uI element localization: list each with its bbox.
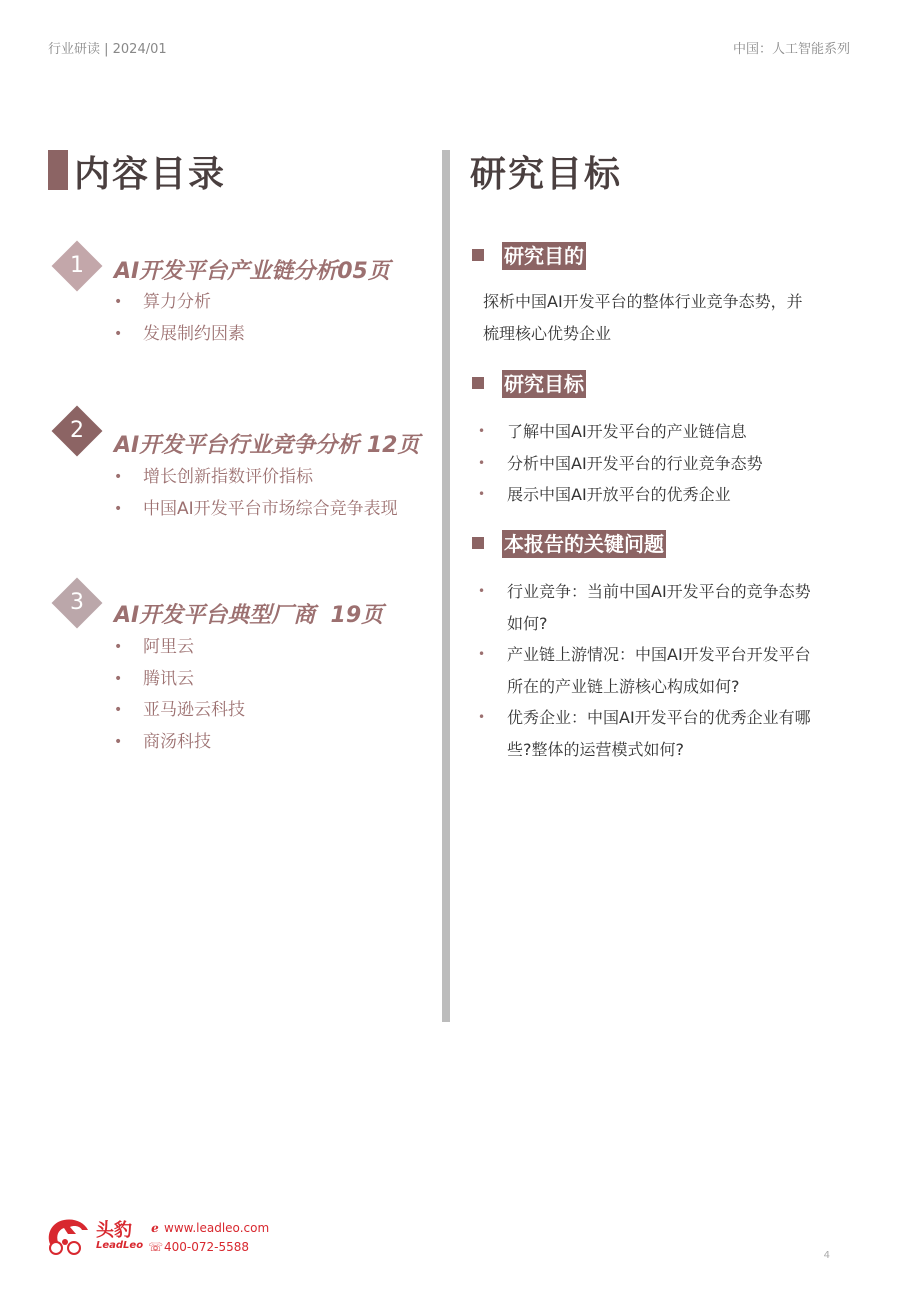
section-1-list (114, 287, 245, 350)
question-line: • 行业竞争：当前中国AI开发平台的竞争态势 (507, 582, 811, 601)
phone-row (148, 1240, 249, 1254)
questions-square-icon (472, 537, 484, 549)
question-line: 所在的产业链上游核心构成如何? (507, 676, 740, 696)
list-item (478, 702, 811, 765)
website-link[interactable]: www.leadleo.com (164, 1221, 270, 1235)
question-line: • 优秀企业：中国AI开发平台的优秀企业有哪 (507, 708, 811, 727)
section-2-title: AI开发平台行业竞争分析 12页 (114, 433, 420, 458)
questions-heading: 本报告的关键问题 (504, 532, 664, 556)
goals-title: 研究目标 (470, 154, 623, 195)
questions-list (478, 576, 811, 765)
section-3-title: AI开发平台典型厂商 19页 (114, 603, 384, 628)
list-item: • 商汤科技 (114, 727, 245, 759)
header-right: 中国：人工智能系列 (732, 42, 850, 57)
objectives-heading: 研究目标 (504, 372, 584, 396)
phone-number: 400-072-5588 (164, 1240, 250, 1254)
purpose-line: 探析中国AI开发平台的整体行业竞争态势，并 (483, 292, 803, 311)
purpose-text (483, 286, 803, 350)
objectives-square-icon (472, 377, 484, 389)
section-2-number: 2 (70, 418, 84, 443)
web-icon: ℯ (151, 1221, 159, 1235)
header-left: 行业研读 | 2024/01 (48, 42, 167, 57)
column-divider (442, 150, 450, 1022)
phone-icon: ☏ (148, 1240, 164, 1254)
list-item: • 亚马逊云科技 (114, 695, 245, 727)
question-line: 些?整体的运营模式如何? (507, 739, 684, 759)
purpose-heading: 研究目的 (504, 244, 584, 268)
section-3-list (114, 632, 245, 758)
list-item: • 了解中国AI开发平台的产业链信息 (478, 416, 763, 448)
website-row[interactable] (148, 1221, 269, 1235)
list-item: • 算力分析 (114, 287, 245, 319)
section-3-number: 3 (70, 590, 84, 615)
list-item: • 发展制约因素 (114, 319, 245, 351)
list-item: • 阿里云 (114, 632, 245, 664)
section-2-list (114, 462, 398, 525)
list-item: • 分析中国AI开发平台的行业竞争态势 (478, 448, 763, 480)
list-item: • 中国AI开发平台市场综合竞争表现 (114, 494, 398, 526)
question-line: 如何? (507, 613, 548, 633)
list-item (478, 576, 811, 639)
purpose-square-icon (472, 249, 484, 261)
toc-title-bar (48, 150, 68, 190)
section-1-title: AI开发平台产业链分析05页 (114, 259, 390, 284)
list-item: • 展示中国AI开放平台的优秀企业 (478, 479, 763, 511)
list-item: • 增长创新指数评价指标 (114, 462, 398, 494)
section-1-number: 1 (70, 253, 84, 278)
leadleo-logo-icon (44, 1216, 90, 1256)
brand-name-cn: 头豹 (96, 1220, 132, 1241)
objectives-list (478, 416, 763, 511)
page-number: 4 (823, 1250, 830, 1261)
purpose-line: 梳理核心优势企业 (483, 324, 612, 343)
list-item (478, 639, 811, 702)
list-item: • 腾讯云 (114, 664, 245, 696)
question-line: • 产业链上游情况：中国AI开发平台开发平台 (507, 645, 811, 664)
toc-title: 内容目录 (74, 154, 227, 195)
brand-name-en: LeadLeo (96, 1240, 144, 1251)
